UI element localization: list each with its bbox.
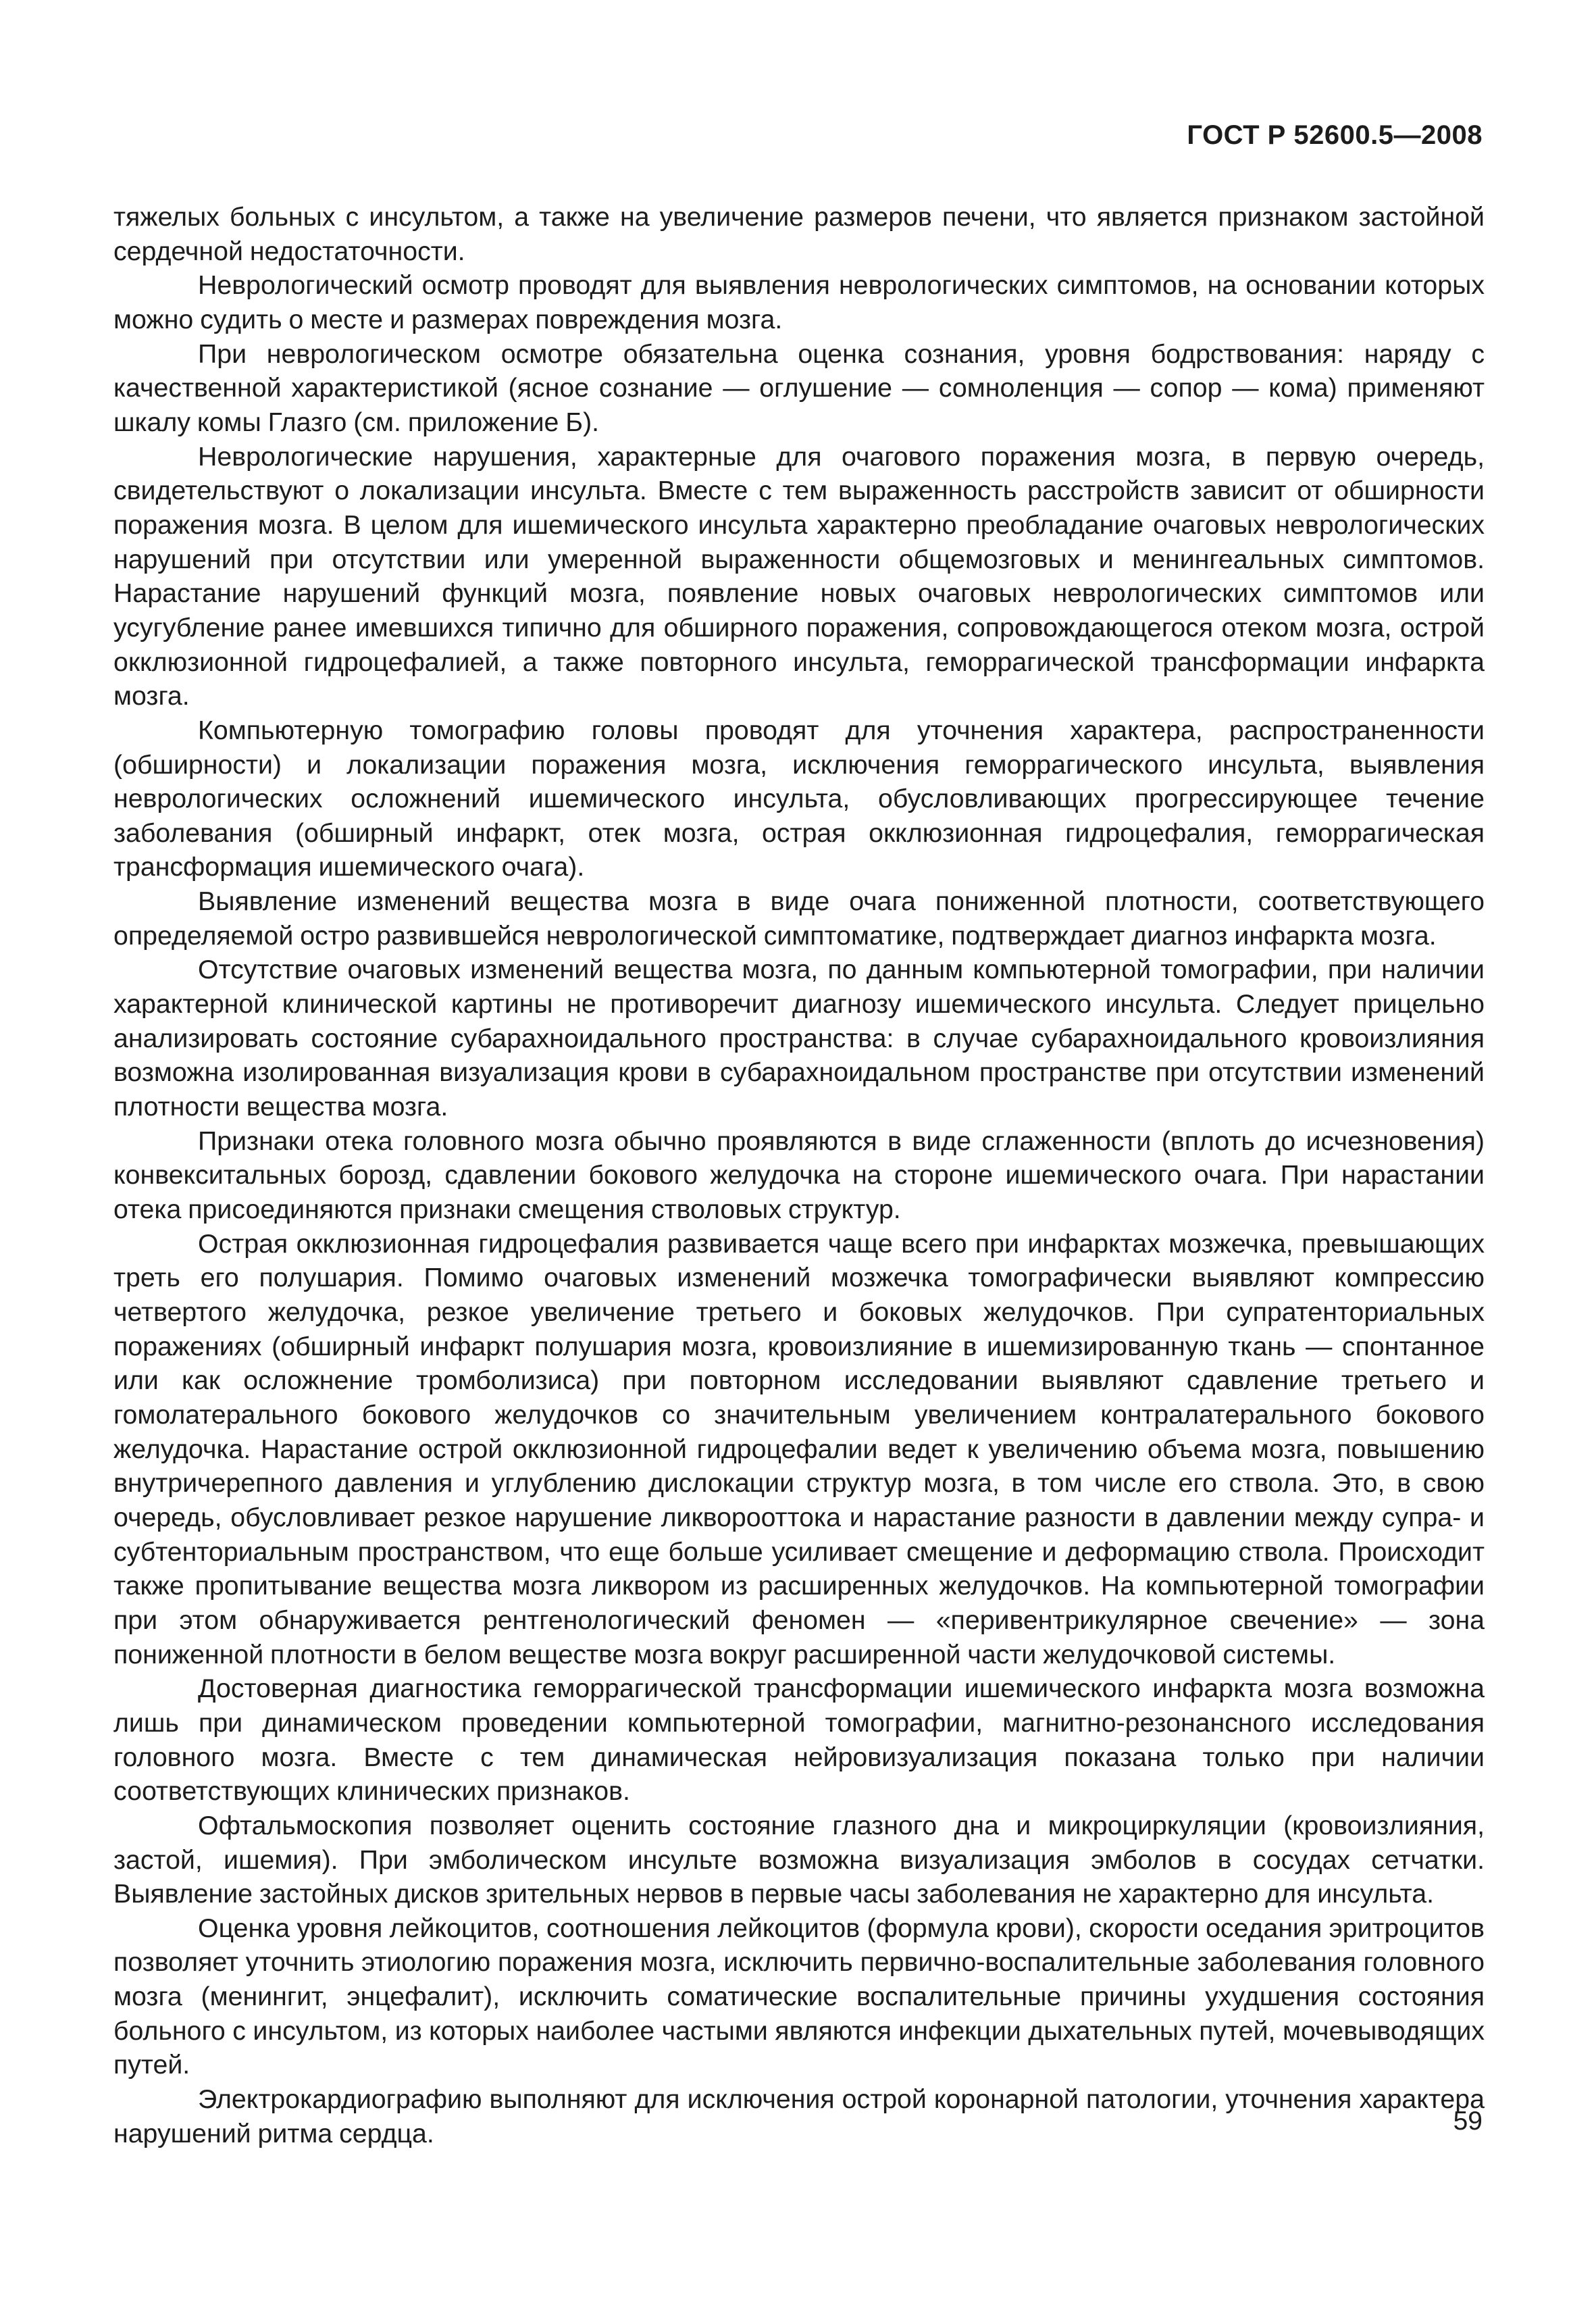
paragraph-continuation: тяжелых больных с инсультом, а также на увеличение размеров печени, что является признаком застойной сердечной недостаточности. xyxy=(113,202,1485,266)
paragraph: При неврологическом осмотре обязательна оценка сознания, уровня бодрствования: наряду с качественной характеристикой (ясное сознание — оглушение — сомноленция — сопор — кома) применяют шкалу комы Глазго (см. приложение Б). xyxy=(113,338,1485,437)
paragraph: Острая окклюзионная гидроцефалия развивается чаще всего при инфарктах мозжечка, превышающих треть его полушария. Помимо очаговых изменений мозжечка томографически выявляют компрессию четвертого желудочка, резкое увеличение третьего и боковых желудочков. При супратенториальных поражениях (обширный инфаркт полушария мозга, кровоизлияние в ишемизированную ткань — спонтанное или как осложнение тромболизиса) при повторном исследовании выявляют сдавление третьего и гомолатерального бокового желудочков со значительным увеличением контралатерального бокового желудочка. Нарастание острой окклюзионной гидроцефалии ведет к увеличению объема мозга, повышению внутричерепного давления и углублению дислокации структур мозга, в том числе его ствола. Это, в свою очередь, обусловливает резкое нарушение ликворооттока и нарастание разности в давлении между супра- и субтенториальным пространством, что еще больше усиливает смещение и деформацию ствола. Происходит также пропитывание вещества мозга ликвором из расширенных желудочков. На компьютерной томографии при этом обнаруживается рентгенологический феномен — «перивентрикулярное свечение» — зона пониженной плотности в белом веществе мозга вокруг расширенной части желудочковой системы. xyxy=(113,1228,1485,1669)
paragraph: Компьютерную томографию головы проводят для уточнения характера, распространенности (обширности) и локализации поражения мозга, исключения геморрагического инсульта, выявления неврологических осложнений ишемического инсульта, обусловливающих прогрессирующее течение заболевания (обширный инфаркт, отек мозга, острая окклюзионная гидроцефалия, геморрагическая трансформация ишемического очага). xyxy=(113,715,1485,882)
paragraph: Неврологические нарушения, характерные для очагового поражения мозга, в первую очередь, свидетельствуют о локализации инсульта. Вместе с тем выраженность расстройств зависит от обширности поражения мозга. В целом для ишемического инсульта характерно преобладание очаговых неврологических нарушений при отсутствии или умеренной выраженности общемозговых и менингеальных симптомов. Нарастание нарушений функций мозга, появление новых очаговых неврологических симптомов или усугубление ранее имевшихся типично для обширного поражения, сопровождающегося отеком мозга, острой окклюзионной гидроцефалией, а также повторного инсульта, геморрагической трансформации инфаркта мозга. xyxy=(113,441,1485,711)
paragraph: Отсутствие очаговых изменений вещества мозга, по данным компьютерной томографии, при наличии характерной клинической картины не противоречит диагнозу ишемического инсульта. Следует прицельно анализировать состояние субарахноидального пространства: в случае субарахноидального кровоизлияния возможна изолированная визуализация крови в субарахноидальном пространстве при отсутствии изменений плотности вещества мозга. xyxy=(113,955,1485,1122)
paragraph: Признаки отека головного мозга обычно проявляются в виде сглаженности (вплоть до исчезновения) конвекситальных борозд, сдавлении бокового желудочка на стороне ишемического очага. При нарастании отека присоединяются признаки смещения стволовых структур. xyxy=(113,1126,1485,1225)
document-standard-header: ГОСТ Р 52600.5—2008 xyxy=(1187,120,1483,150)
paragraph: Оценка уровня лейкоцитов, соотношения лейкоцитов (формула крови), скорости оседания эритроцитов позволяет уточнить этиологию поражения мозга, исключить первично-воспалительные заболевания головного мозга (менингит, энцефалит), исключить соматические воспалительные причины ухудшения состояния больного с инсультом, из которых наиболее частыми являются инфекции дыхательных путей, мочевыводящих путей. xyxy=(113,1913,1485,2080)
paragraph: Электрокардиографию выполняют для исключения острой коронарной патологии, уточнения характера нарушений ритма сердца. xyxy=(113,2084,1485,2148)
paragraph: Неврологический осмотр проводят для выявления неврологических симптомов, на основании которых можно судить о месте и размерах повреждения мозга. xyxy=(113,270,1485,334)
page-number: 59 xyxy=(1453,2107,1483,2136)
paragraph: Выявление изменений вещества мозга в виде очага пониженной плотности, соответствующего определяемой остро развившейся неврологической симптоматике, подтверждает диагноз инфаркта мозга. xyxy=(113,886,1485,951)
paragraph: Достоверная диагностика геморрагической трансформации ишемического инфаркта мозга возможна лишь при динамическом проведении компьютерной томографии, магнитно-резонансного исследования головного мозга. Вместе с тем динамическая нейровизуализация показана только при наличии соответствующих клинических признаков. xyxy=(113,1674,1485,1807)
document-body xyxy=(113,200,1485,2150)
paragraph: Офтальмоскопия позволяет оценить состояние глазного дна и микроциркуляции (кровоизлияния, застой, ишемия). При эмболическом инсульте возможна визуализация эмболов в сосудах сетчатки. Выявление застойных дисков зрительных нервов в первые часы заболевания не характерно для инсульта. xyxy=(113,1810,1485,1909)
